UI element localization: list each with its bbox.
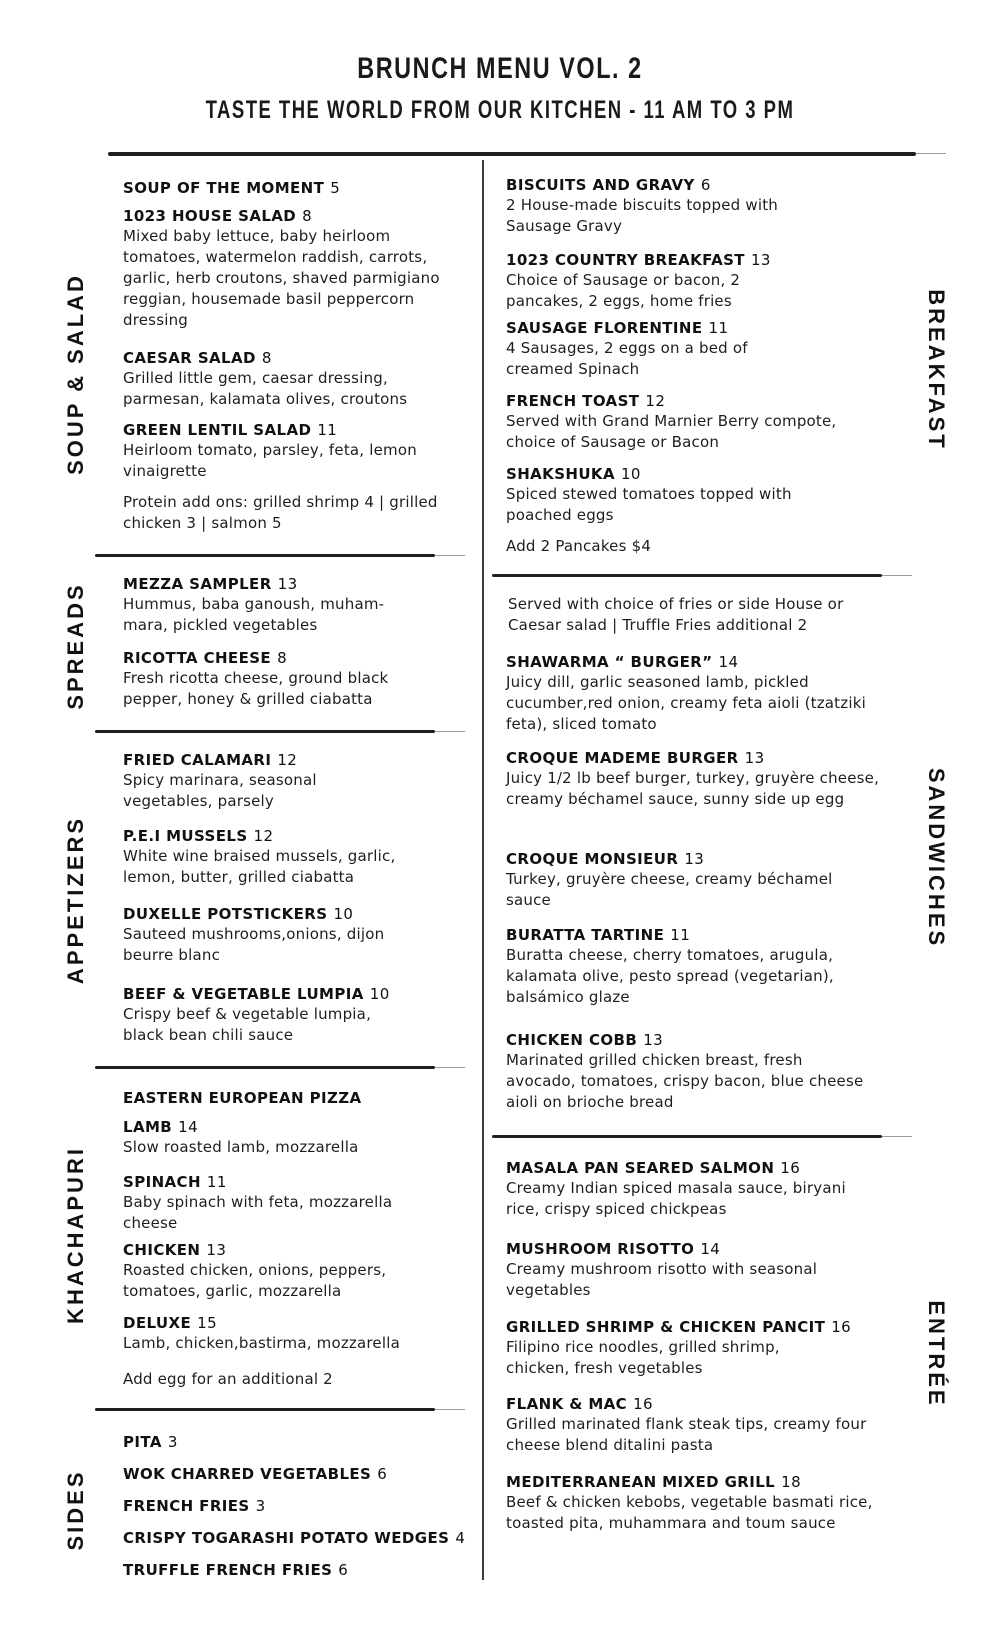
- menu-item: [123, 1172, 463, 1234]
- item-description: Sauteed mushrooms,onions, dijon beurre blanc: [123, 925, 385, 964]
- item-name: SPINACH: [123, 1173, 201, 1191]
- item-price: 8: [261, 349, 272, 367]
- item-price: 13: [643, 1031, 664, 1049]
- item-name: RICOTTA CHEESE: [123, 649, 272, 667]
- menu-item: [123, 178, 463, 198]
- item-description: Roasted chicken, onions, peppers, tomatoes, garlic, mozzarella: [123, 1261, 387, 1300]
- item-description: Beef & chicken kebobs, vegetable basmati rice, toasted pita, muhammara and toum sauce: [506, 1493, 873, 1532]
- item-description: Juicy 1/2 lb beef burger, turkey, gruyère cheese, creamy béchamel sauce, sunny side up egg: [506, 769, 880, 808]
- item-price: 13: [684, 850, 705, 868]
- item-name: 1023 HOUSE SALAD: [123, 207, 297, 225]
- divider-appetizers-khachapuri: [95, 1066, 435, 1069]
- menu-item: [506, 391, 896, 453]
- item-description: Lamb, chicken,bastirma, mozzarella: [123, 1334, 400, 1352]
- menu-item: [123, 904, 463, 966]
- menu-item: [506, 175, 896, 237]
- menu-item: [123, 984, 463, 1046]
- item-price: 11: [708, 319, 729, 337]
- menu-item: [506, 849, 896, 911]
- menu-heading: [123, 1088, 463, 1108]
- page-title: BRUNCH MENU VOL. 2: [357, 52, 643, 85]
- section-label-appetizers: APPETIZERS: [63, 815, 88, 985]
- section-label-khachapuri: KHACHAPURI: [63, 1146, 88, 1324]
- item-name: CHICKEN COBB: [506, 1031, 638, 1049]
- menu-item: [123, 826, 463, 888]
- divider-spreads-appetizers: [95, 730, 435, 733]
- divider-soup-spreads: [95, 554, 435, 557]
- menu-item: [123, 1464, 463, 1484]
- menu-item: [123, 1528, 483, 1548]
- menu-item: [123, 574, 463, 636]
- item-description: Hummus, baba ganoush, muham-mara, pickled vegetables: [123, 595, 385, 634]
- item-description: Grilled marinated flank steak tips, creamy four cheese blend ditalini pasta: [506, 1415, 867, 1454]
- item-name: FRENCH TOAST: [506, 392, 640, 410]
- divider-sandwiches-entree: [492, 1135, 882, 1138]
- section-label-entree: ENTRÉE: [924, 1300, 949, 1408]
- item-description: Fresh ricotta cheese, ground black pepper, honey & grilled ciabatta: [123, 669, 389, 708]
- section-label-breakfast: BREAKFAST: [924, 289, 949, 451]
- item-name: SHAWARMA “ BURGER”: [506, 653, 713, 671]
- item-description: Grilled little gem, caesar dressing, parmesan, kalamata olives, croutons: [123, 369, 408, 408]
- item-description: Buratta cheese, cherry tomatoes, arugula, kalamata olive, pesto spread (vegetarian), balsámico glaze: [506, 946, 834, 1006]
- item-description: Turkey, gruyère cheese, creamy béchamel sauce: [506, 870, 833, 909]
- item-description: Juicy dill, garlic seasoned lamb, pickled cucumber,red onion, creamy feta aioli (tzatziki feta), sliced tomato: [506, 673, 866, 733]
- add-pancakes-note: Add 2 Pancakes $4: [506, 537, 652, 555]
- item-price: 13: [744, 749, 765, 767]
- item-name: SAUSAGE FLORENTINE: [506, 319, 703, 337]
- item-price: 12: [645, 392, 666, 410]
- menu-item: [123, 1117, 463, 1158]
- add-egg-note: Add egg for an additional 2: [123, 1370, 333, 1388]
- item-description: Baby spinach with feta, mozzarella cheese: [123, 1193, 393, 1232]
- item-name: MEZZA SAMPLER: [123, 575, 272, 593]
- item-name: MUSHROOM RISOTTO: [506, 1240, 695, 1258]
- item-price: 4: [455, 1529, 466, 1547]
- item-name: BURATTA TARTINE: [506, 926, 665, 944]
- menu-item: [506, 1158, 896, 1220]
- item-price: 11: [670, 926, 691, 944]
- item-price: 13: [206, 1241, 227, 1259]
- item-price: 5: [330, 179, 341, 197]
- section-label-sandwiches: SANDWICHES: [924, 767, 949, 949]
- item-description: Filipino rice noodles, grilled shrimp, chicken, fresh vegetables: [506, 1338, 780, 1377]
- item-name: CROQUE MADEME BURGER: [506, 749, 739, 767]
- item-price: 6: [700, 176, 711, 194]
- menu-item: [123, 648, 463, 710]
- menu-item: [123, 348, 463, 410]
- section-label-sides: SIDES: [63, 1469, 88, 1551]
- item-price: 6: [338, 1561, 349, 1579]
- item-description: Served with Grand Marnier Berry compote, choice of Sausage or Bacon: [506, 412, 837, 451]
- item-name: 1023 COUNTRY BREAKFAST: [506, 251, 745, 269]
- item-price: 14: [178, 1118, 199, 1136]
- item-name: CAESAR SALAD: [123, 349, 256, 367]
- item-price: 6: [377, 1465, 388, 1483]
- menu-item: [506, 1472, 896, 1534]
- item-name: BEEF & VEGETABLE LUMPIA: [123, 985, 364, 1003]
- item-name: CROQUE MONSIEUR: [506, 850, 679, 868]
- top-divider: [108, 152, 916, 156]
- item-price: 12: [253, 827, 274, 845]
- item-name: MEDITERRANEAN MIXED GRILL: [506, 1473, 776, 1491]
- item-name: CHICKEN: [123, 1241, 201, 1259]
- divider-breakfast-sandwiches: [492, 574, 882, 577]
- item-price: 8: [277, 649, 288, 667]
- sandwiches-intro: Served with choice of fries or side House or Caesar salad | Truffle Fries additional 2: [508, 595, 844, 634]
- item-description: Slow roasted lamb, mozzarella: [123, 1138, 359, 1156]
- column-divider: [482, 160, 484, 1580]
- menu-item: [506, 925, 896, 1008]
- item-price: 16: [831, 1318, 852, 1336]
- item-price: 16: [633, 1395, 653, 1413]
- item-description: Spicy marinara, seasonal vegetables, parsely: [123, 771, 317, 810]
- menu-item: [506, 652, 896, 735]
- menu-item: [506, 318, 896, 380]
- item-description: 2 House-made biscuits topped with Sausage Gravy: [506, 196, 778, 235]
- protein-addons-note: Protein add ons: grilled shrimp 4 | grilled chicken 3 | salmon 5: [123, 493, 438, 532]
- item-description: 4 Sausages, 2 eggs on a bed of creamed Spinach: [506, 339, 748, 378]
- item-price: 15: [197, 1314, 218, 1332]
- menu-item: [506, 1394, 896, 1456]
- item-name: SHAKSHUKA: [506, 465, 615, 483]
- section-label-spreads: SPREADS: [63, 582, 88, 710]
- item-name: CRISPY TOGARASHI POTATO WEDGES: [123, 1529, 450, 1547]
- item-name: FLANK & MAC: [506, 1395, 628, 1413]
- item-description: Mixed baby lettuce, baby heirloom tomatoes, watermelon raddish, carrots, garlic, herb croutons, shaved parmigiano reggian, housemade basil peppercorn dressing: [123, 227, 440, 329]
- item-name: MASALA PAN SEARED SALMON: [506, 1159, 775, 1177]
- menu-item: [506, 1030, 896, 1113]
- page-subtitle: TASTE THE WORLD FROM OUR KITCHEN - 11 AM TO 3 PM: [205, 96, 795, 124]
- item-name: PITA: [123, 1433, 162, 1451]
- item-price: 3: [167, 1433, 178, 1451]
- item-name: WOK CHARRED VEGETABLES: [123, 1465, 372, 1483]
- item-name: SOUP OF THE MOMENT: [123, 179, 325, 197]
- item-name: FRIED CALAMARI: [123, 751, 272, 769]
- item-name: TRUFFLE FRENCH FRIES: [123, 1561, 333, 1579]
- item-description: Heirloom tomato, parsley, feta, lemon vinaigrette: [123, 441, 417, 480]
- menu-header: [0, 52, 1000, 125]
- item-price: 10: [369, 985, 390, 1003]
- item-price: 14: [718, 653, 739, 671]
- divider-khachapuri-sides: [95, 1408, 435, 1411]
- menu-item: [506, 1317, 896, 1379]
- item-price: 10: [620, 465, 641, 483]
- menu-item: [123, 750, 463, 812]
- item-name: FRENCH FRIES: [123, 1497, 250, 1515]
- item-name: DUXELLE POTSTICKERS: [123, 905, 328, 923]
- section-label-soup-salad: SOUP & SALAD: [63, 273, 88, 475]
- menu-item: [123, 1496, 463, 1516]
- item-description: Marinated grilled chicken breast, fresh avocado, tomatoes, crispy bacon, blue cheese aioli on brioche bread: [506, 1051, 864, 1111]
- item-description: Creamy mushroom risotto with seasonal vegetables: [506, 1260, 818, 1299]
- item-price: 11: [206, 1173, 227, 1191]
- menu-item: [506, 1239, 896, 1301]
- menu-item: [123, 420, 463, 482]
- menu-item: [506, 748, 896, 810]
- item-name: BISCUITS AND GRAVY: [506, 176, 695, 194]
- item-price: 18: [781, 1473, 802, 1491]
- item-description: White wine braised mussels, garlic, lemon, butter, grilled ciabatta: [123, 847, 396, 886]
- item-price: 13: [277, 575, 298, 593]
- menu-item: [123, 1240, 463, 1302]
- item-price: 11: [317, 421, 338, 439]
- item-price: 13: [750, 251, 771, 269]
- khachapuri-heading: EASTERN EUROPEAN PIZZA: [123, 1089, 362, 1107]
- item-price: 12: [277, 751, 298, 769]
- item-name: P.E.I MUSSELS: [123, 827, 248, 845]
- item-description: Spiced stewed tomatoes topped with poached eggs: [506, 485, 792, 524]
- menu-item: [123, 206, 463, 331]
- item-name: LAMB: [123, 1118, 173, 1136]
- item-description: Crispy beef & vegetable lumpia, black bean chili sauce: [123, 1005, 372, 1044]
- item-price: 3: [255, 1497, 266, 1515]
- menu-item: [123, 1560, 463, 1580]
- item-description: Creamy Indian spiced masala sauce, biryani rice, crispy spiced chickpeas: [506, 1179, 846, 1218]
- menu-item: [123, 1432, 463, 1452]
- menu-item: [506, 250, 896, 312]
- item-name: DELUXE: [123, 1314, 192, 1332]
- item-price: 10: [333, 905, 354, 923]
- menu-item: [123, 1313, 463, 1354]
- menu-item: [506, 464, 896, 526]
- item-name: GREEN LENTIL SALAD: [123, 421, 312, 439]
- item-description: Choice of Sausage or bacon, 2 pancakes, 2 eggs, home fries: [506, 271, 741, 310]
- item-name: GRILLED SHRIMP & CHICKEN PANCIT: [506, 1318, 826, 1336]
- item-price: 8: [302, 207, 313, 225]
- item-price: 16: [780, 1159, 801, 1177]
- item-price: 14: [700, 1240, 721, 1258]
